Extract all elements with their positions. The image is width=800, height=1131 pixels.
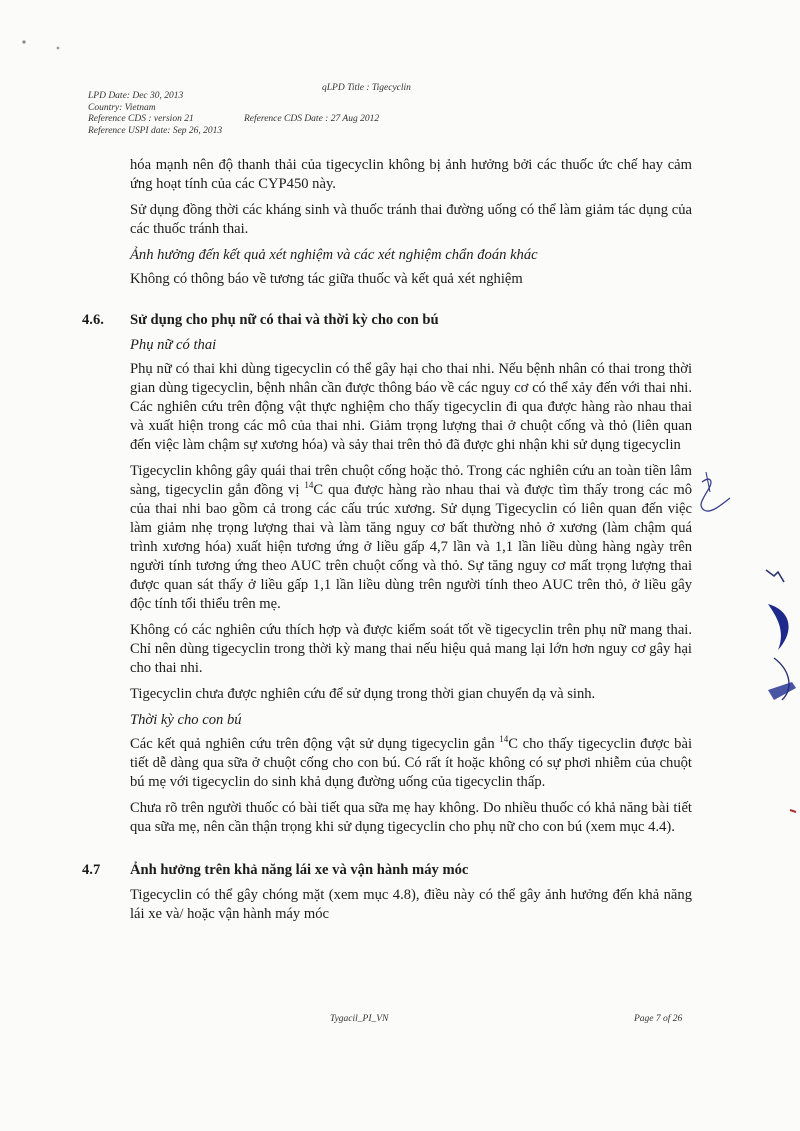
text-run: C qua được hàng rào nhau thai và được tìm thấy trong các mô của thai nhi bao gồm cả trong các cấu trúc xương. Sử dụng Tigecyclin có liên quan đến việc làm giảm nhẹ trọng lượng thai và làm tăng nguy cơ bất thường nhỏ ở xương (làm chậm quá trình xương hóa) xuất hiện tương ứng ở liều gấp 4,7 lần và 1,1 lần liều dùng hàng ngày trên người tính tương ứng theo AUC trên chuột cống và thỏ. Sự tăng nguy cơ mất trọng lượng thai được quan sát thấy ở liều gấp 1,1 lần liều dùng trên người tính theo AUC trên thỏ, ở liều gây độc tính tối thiểu trên mẹ. (130, 482, 692, 612)
section-title: Ảnh hưởng trên khả năng lái xe và vận hành máy móc (130, 862, 469, 878)
header-title: qLPD Title : Tigecyclin (322, 83, 411, 93)
subheading-pregnancy: Phụ nữ có thai (130, 337, 217, 353)
scan-speck-mark (18, 28, 68, 58)
text-run: Các kết quả nghiên cứu trên động vật sử dụng tigecyclin gắn (130, 736, 500, 752)
section-heading-4-6 (82, 311, 692, 330)
edge-stamp-mark (760, 560, 800, 820)
header-ref-cds-date: Reference CDS Date : 27 Aug 2012 (244, 114, 380, 124)
handwritten-initial-mark (692, 470, 736, 520)
paragraph: Tigecyclin có thể gây chóng mặt (xem mục 4.8), điều này có thể gây ảnh hưởng đến khả năng lái xe và/ hoặc vận hành máy móc (130, 887, 692, 922)
section-number: 4.6. (82, 312, 104, 328)
header-ref-cds-version: Reference CDS : version 21 (88, 114, 194, 124)
paragraph: Sử dụng đồng thời các kháng sinh và thuốc tránh thai đường uống có thể làm giảm tác dụng của các thuốc tránh thai. (130, 202, 692, 237)
header-ref-uspi-date: Reference USPI date: Sep 26, 2013 (88, 125, 223, 136)
paragraph (130, 735, 692, 792)
section-number: 4.7 (82, 862, 101, 878)
footer-page-number: Page 7 of 26 (634, 1014, 683, 1024)
paragraph: Tigecyclin chưa được nghiên cứu để sử dụng trong thời gian chuyển dạ và sinh. (130, 686, 596, 702)
paragraph: Không có thông báo về tương tác giữa thuốc và kết quả xét nghiệm (130, 271, 523, 287)
subheading-lab-tests: Ảnh hưởng đến kết quả xét nghiệm và các xét nghiệm chẩn đoán khác (130, 247, 538, 263)
text-run: Tigecyclin không gây quái thai trên chuột cống hoặc thỏ. Trong các nghiên cứu an toàn tiền lâm sàng, tigecyclin gắn đồng vị (130, 463, 692, 498)
superscript: 14 (499, 734, 509, 745)
paragraph: hóa mạnh nên độ thanh thải của tigecyclin không bị ảnh hưởng bởi các thuốc ức chế hay cảm ứng hoạt tính của các CYP450 này. (130, 157, 692, 192)
section-heading-4-7 (82, 861, 692, 880)
footer-doc-name: Tygacil_PI_VN (330, 1014, 389, 1024)
paragraph: Chưa rõ trên người thuốc có bài tiết qua sữa mẹ hay không. Do nhiều thuốc có khả năng bài tiết qua sữa mẹ, nên cần thận trọng khi sử dụng tigecyclin cho phụ nữ cho con bú (xem mục 4.4). (130, 800, 692, 835)
header-lpd-date: LPD Date: Dec 30, 2013 (88, 91, 184, 101)
text-run: C cho thấy tigecyclin được bài tiết dễ dàng qua sữa ở chuột cống cho con bú. Có rất ít hoặc không có sự phơi nhiễm của chuột bú mẹ với tigecyclin do sinh khả dụng đường uống của tigecyclin thấp. (130, 736, 692, 790)
superscript: 14 (304, 480, 314, 491)
paragraph: Không có các nghiên cứu thích hợp và được kiểm soát tốt về tigecyclin trên phụ nữ mang thai. Chỉ nên dùng tigecyclin trong thời kỳ mang thai nếu hiệu quả mang lại lớn hơn nguy cơ gây hại cho thai nhi. (130, 622, 692, 676)
subheading-breastfeeding: Thời kỳ cho con bú (130, 712, 242, 728)
document-body (82, 156, 692, 931)
section-title: Sử dụng cho phụ nữ có thai và thời kỳ cho con bú (130, 312, 439, 328)
header-meta (88, 91, 222, 137)
header-country: Country: Vietnam (88, 102, 156, 113)
paragraph (130, 462, 692, 614)
paragraph: Phụ nữ có thai khi dùng tigecyclin có thể gây hại cho thai nhi. Nếu bệnh nhân có thai trong thời gian dùng tigecyclin, bệnh nhân cần được thông báo về các nguy cơ có thể xảy đến với thai nhi. Các nghiên cứu trên động vật thực nghiệm cho thấy tigecyclin đi qua được hàng rào nhau thai và xuất hiện trong các mô của thai nhi. Giảm trọng lượng thai ở chuột cống và thỏ (liên quan đến việc làm chậm sự xương hóa) và sảy thai trên thỏ đã được ghi nhận khi sử dụng tigecyclin (130, 361, 692, 453)
